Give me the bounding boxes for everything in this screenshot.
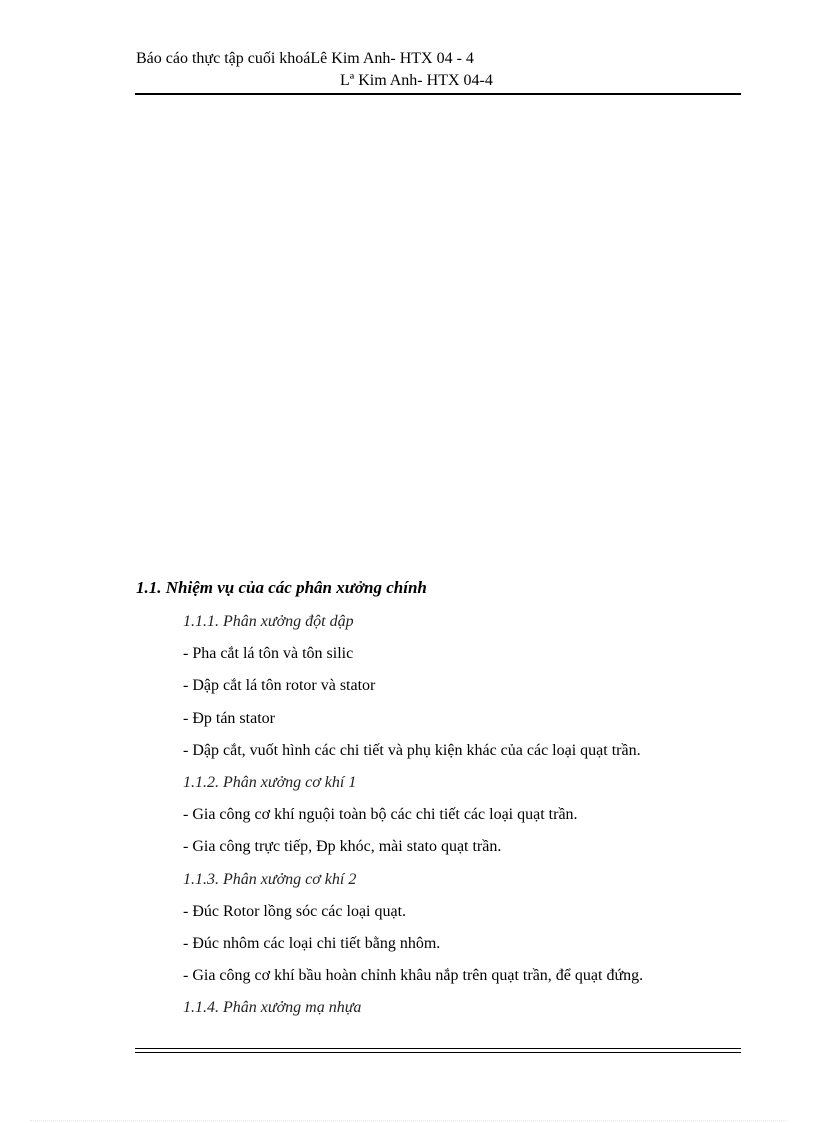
page-header-title: Báo cáo thực tập cuối khoáLê Kim Anh- HTX 04 - 4 bbox=[136, 50, 474, 67]
subsection-heading: 1.1.1. Phân xưởng đột dập bbox=[183, 613, 354, 630]
page-edge-dotted-line bbox=[30, 1120, 786, 1121]
bullet-item: - Gia công cơ khí nguội toàn bộ các chi tiết các loại quạt trần. bbox=[183, 806, 578, 824]
bullet-item: - Dập cắt lá tôn rotor và stator bbox=[183, 677, 376, 695]
subsection-heading: 1.1.2. Phân xưởng cơ khí 1 bbox=[183, 773, 357, 791]
bullet-item: - Gia công trực tiếp, Đp khóc, mài stato quạt trần. bbox=[183, 838, 502, 856]
subsection-heading: 1.1.3. Phân xưởng cơ khí 2 bbox=[183, 870, 357, 888]
footer-divider bbox=[135, 1048, 741, 1053]
section-heading: 1.1. Nhiệm vụ của các phân xưởng chính bbox=[136, 578, 427, 597]
bullet-item: - Đp tán stator bbox=[183, 709, 275, 727]
bullet-item: - Dập cắt, vuốt hình các chi tiết và phụ kiện khác của các loại quạt trần. bbox=[183, 741, 641, 759]
subsection-heading: 1.1.4. Phân xưởng mạ nhựa bbox=[183, 999, 362, 1017]
bullet-item: - Đúc nhôm các loại chi tiết bằng nhôm. bbox=[183, 934, 441, 952]
section-content bbox=[183, 611, 763, 1029]
header-divider bbox=[135, 93, 741, 95]
bullet-item: - Đúc Rotor lồng sóc các loại quạt. bbox=[183, 902, 407, 920]
bullet-item: - Gia công cơ khí bầu hoàn chỉnh khâu nắp trên quạt trần, để quạt đứng. bbox=[183, 967, 644, 985]
bullet-item: - Pha cắt lá tôn và tôn silic bbox=[183, 645, 354, 663]
page-header-author: Lª Kim Anh- HTX 04-4 bbox=[340, 72, 493, 89]
